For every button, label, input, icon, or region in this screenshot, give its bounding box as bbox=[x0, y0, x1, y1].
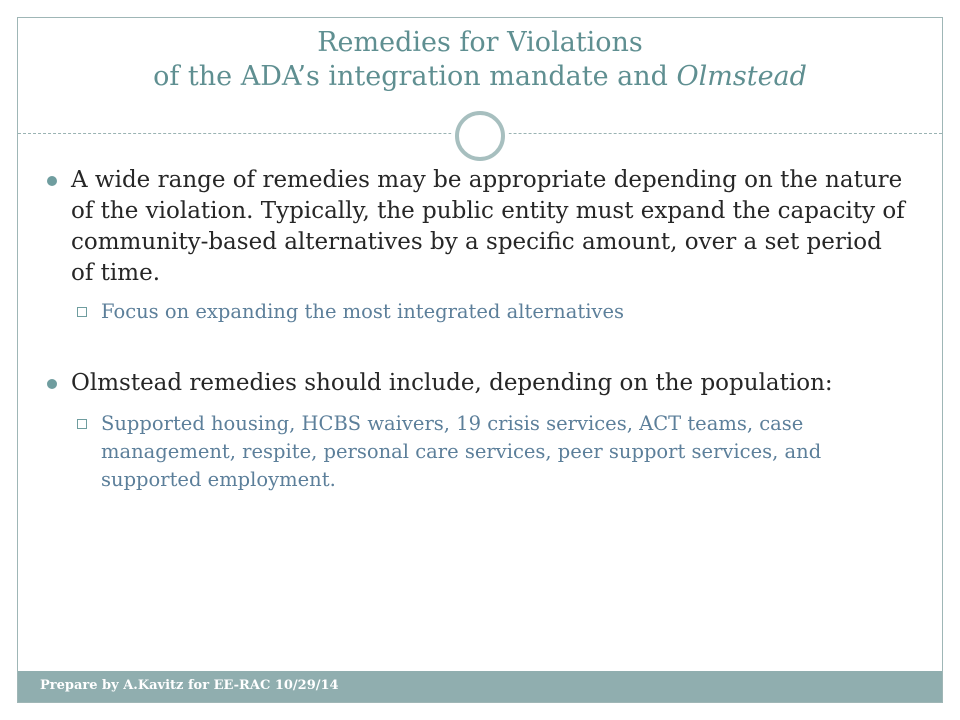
footer-bar bbox=[18, 671, 942, 702]
bullet-1 bbox=[47, 165, 907, 289]
title-line-1: Remedies for Violations bbox=[317, 27, 643, 58]
bullet-1-text: A wide range of remedies may be appropriate depending on the nature of the violation. Typically, the public entity must expand the capacity of community-based alternatives by a specific amount, over a set period of time. bbox=[71, 167, 905, 286]
sub-bullet-2-text: Supported housing, HCBS waivers, 19 crisis services, ACT teams, case management, respite, personal care services, peer support services, and supported employment. bbox=[101, 412, 822, 491]
title-line-2-italic: Olmstead bbox=[676, 61, 807, 92]
footer-text: Prepare by A.Kavitz for EE-RAC 10/29/14 bbox=[40, 678, 339, 693]
bullet-dot-icon bbox=[47, 379, 57, 389]
bullet-2 bbox=[47, 368, 907, 399]
sub-bullet-1 bbox=[47, 298, 907, 326]
sub-bullet-box-icon bbox=[77, 307, 87, 317]
bullet-2-text: Olmstead remedies should include, depending on the population: bbox=[71, 370, 833, 396]
slide-content bbox=[47, 165, 907, 494]
title-line-2-text: of the ADA’s integration mandate and bbox=[153, 61, 677, 92]
sub-bullet-1-text: Focus on expanding the most integrated alternatives bbox=[101, 300, 624, 323]
ring-ornament-icon bbox=[455, 111, 505, 161]
sub-bullet-2 bbox=[47, 410, 907, 494]
title-line-2 bbox=[0, 60, 960, 94]
sub-bullet-box-icon bbox=[77, 419, 87, 429]
slide-title bbox=[0, 26, 960, 94]
bullet-dot-icon bbox=[47, 176, 57, 186]
